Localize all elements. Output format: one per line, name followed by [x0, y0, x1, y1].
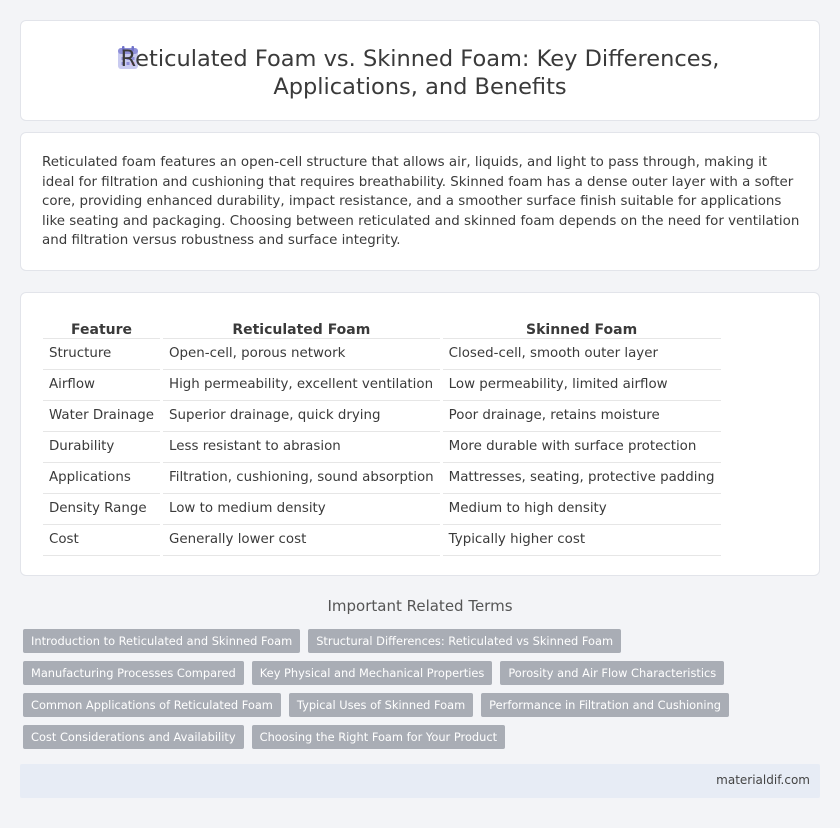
cell-reticulated: Open-cell, porous network [162, 338, 442, 369]
title-card [20, 20, 820, 121]
cell-reticulated: Superior drainage, quick drying [162, 400, 442, 431]
related-term-tag[interactable]: Common Applications of Reticulated Foam [23, 693, 281, 717]
table-row [43, 431, 721, 462]
table-row [43, 493, 721, 524]
table-row [43, 338, 721, 369]
cell-skinned: Poor drainage, retains moisture [441, 400, 720, 431]
page-title: Reticulated Foam vs. Skinned Foam: Key Differences, Applications, and Benefits [120, 46, 720, 100]
table-header-row [43, 315, 721, 338]
cell-feature: Applications [43, 462, 162, 493]
cell-feature: Structure [43, 338, 162, 369]
related-term-tag[interactable]: Structural Differences: Reticulated vs Skinned Foam [308, 629, 621, 653]
footer-site-link[interactable]: materialdif.com [716, 773, 810, 787]
cell-reticulated: Filtration, cushioning, sound absorption [162, 462, 442, 493]
cell-skinned: More durable with surface protection [441, 431, 720, 462]
cell-feature: Durability [43, 431, 162, 462]
cell-skinned: Mattresses, seating, protective padding [441, 462, 720, 493]
cell-reticulated: High permeability, excellent ventilation [162, 369, 442, 400]
cell-skinned: Low permeability, limited airflow [441, 369, 720, 400]
cell-reticulated: Less resistant to abrasion [162, 431, 442, 462]
cell-skinned: Closed-cell, smooth outer layer [441, 338, 720, 369]
cell-feature: Airflow [43, 369, 162, 400]
cell-feature: Cost [43, 524, 162, 555]
cell-reticulated: Generally lower cost [162, 524, 442, 555]
related-term-tag[interactable]: Performance in Filtration and Cushioning [481, 693, 729, 717]
cell-skinned: Medium to high density [441, 493, 720, 524]
cell-feature: Water Drainage [43, 400, 162, 431]
table-row [43, 524, 721, 555]
comparison-table [43, 315, 721, 556]
table-row [43, 369, 721, 400]
footer [20, 764, 820, 798]
related-terms-list [23, 629, 813, 749]
column-header-feature: Feature [43, 315, 162, 338]
intro-paragraph: Reticulated foam features an open-cell structure that allows air, liquids, and light to pass through, making it ideal for filtration and cushioning that requires breathability. Skinned foam has a dense outer layer with a softer core, providing enhanced durability, impact resistance, and a smoother surface finish suitable for applications like seating and packaging. Choosing between reticulated and skinned foam depends on the need for ventilation and filtration versus robustness and surface integrity. [42, 155, 800, 248]
column-header-skinned: Skinned Foam [441, 315, 720, 338]
intro-card [20, 132, 820, 271]
related-term-tag[interactable]: Manufacturing Processes Compared [23, 661, 244, 685]
table-row [43, 400, 721, 431]
table-row [43, 462, 721, 493]
cell-skinned: Typically higher cost [441, 524, 720, 555]
column-header-reticulated: Reticulated Foam [162, 315, 442, 338]
related-term-tag[interactable]: Introduction to Reticulated and Skinned Foam [23, 629, 300, 653]
related-terms-heading: Important Related Terms [327, 597, 513, 615]
related-term-tag[interactable]: Choosing the Right Foam for Your Product [252, 725, 506, 749]
related-term-tag[interactable]: Typical Uses of Skinned Foam [289, 693, 473, 717]
comparison-table-card [20, 292, 820, 576]
cell-reticulated: Low to medium density [162, 493, 442, 524]
related-term-tag[interactable]: Cost Considerations and Availability [23, 725, 244, 749]
cell-feature: Density Range [43, 493, 162, 524]
related-term-tag[interactable]: Porosity and Air Flow Characteristics [500, 661, 724, 685]
related-term-tag[interactable]: Key Physical and Mechanical Properties [252, 661, 493, 685]
